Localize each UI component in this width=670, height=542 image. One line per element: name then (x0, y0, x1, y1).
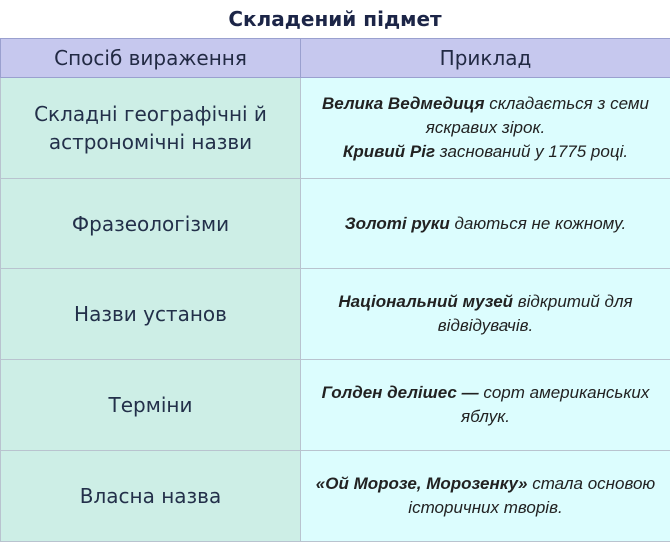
example-subject: Кривий Ріг (343, 142, 435, 161)
column-header-example: Приклад (301, 39, 670, 78)
method-cell: Терміни (1, 360, 301, 451)
table-row (1, 269, 670, 360)
column-header-method: Спосіб вираження (1, 39, 301, 78)
example-cell (301, 179, 670, 269)
page-title: Складений підмет (0, 0, 670, 38)
example-subject: Національний музей (338, 292, 513, 311)
example-text: відкритий для відвідувачів. (438, 292, 633, 335)
method-cell: Назви установ (1, 269, 301, 360)
method-cell: Власна назва (1, 451, 301, 542)
example-cell (301, 78, 670, 179)
example-text: сорт американських яблук. (461, 383, 649, 426)
table-row (1, 360, 670, 451)
example-subject: «Ой Морозе, Морозенку» (316, 474, 528, 493)
example-text: стала основою історичних творів. (408, 474, 655, 517)
example-cell (301, 451, 670, 542)
example-cell (301, 360, 670, 451)
table-header-row (1, 39, 670, 78)
method-cell: Фразеологізми (1, 179, 301, 269)
example-text: складається з семи яскравих зірок. (426, 94, 649, 137)
subject-table (0, 38, 670, 542)
example-subject: Золоті руки (345, 214, 450, 233)
table-row (1, 78, 670, 179)
method-cell: Складні географічні й астрономічні назви (1, 78, 301, 179)
example-subject: Велика Ведмедиця (322, 94, 484, 113)
example-cell (301, 269, 670, 360)
example-subject: Голден делішес — (322, 383, 479, 402)
example-text: даються не кожному. (450, 214, 626, 233)
table-row (1, 179, 670, 269)
example-text: заснований у 1775 році. (435, 142, 628, 161)
table-row (1, 451, 670, 542)
